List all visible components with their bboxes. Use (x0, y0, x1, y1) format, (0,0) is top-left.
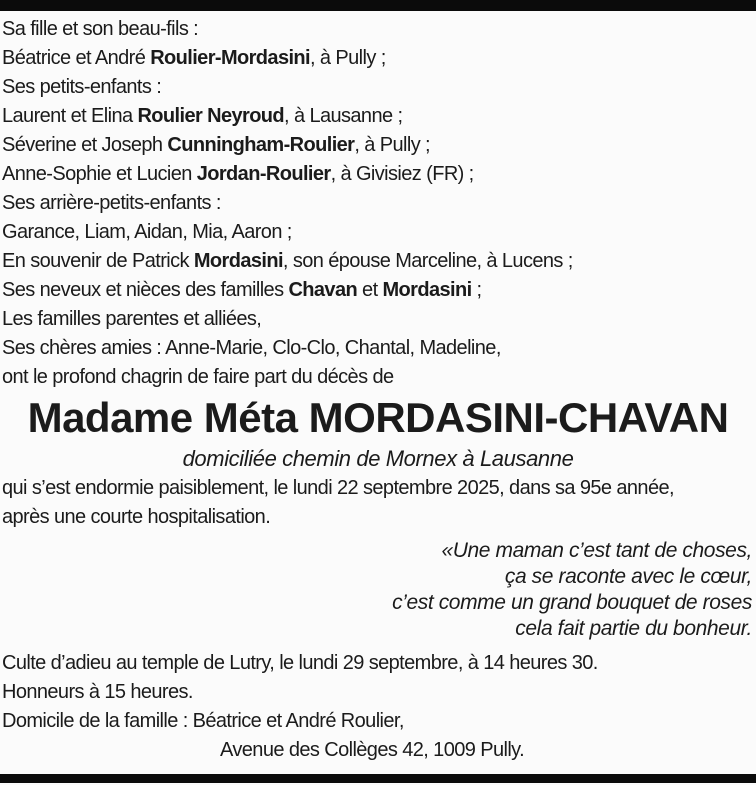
notice-content (2, 15, 754, 765)
family-line: Anne-Sophie et Lucien Jordan-Roulier, à Givisiez (FR) ; (2, 163, 474, 185)
family-line: Séverine et Joseph Cunningham-Roulier, à Pully ; (2, 134, 431, 156)
family-line: Laurent et Elina Roulier Neyroud, à Lausanne ; (2, 105, 403, 127)
family-line: Les familles parentes et alliées, (2, 308, 262, 330)
ceremony-line: Domicile de la famille : Béatrice et André Roulier, (2, 710, 404, 732)
bottom-crop-bar (0, 774, 756, 783)
death-line: après une courte hospitalisation. (2, 506, 271, 528)
ceremony-line: Culte d’adieu au temple de Lutry, le lundi 29 septembre, à 14 heures 30. (2, 652, 598, 674)
quote-line: cela fait partie du bonheur. (515, 617, 752, 640)
ceremony-details (2, 649, 754, 736)
deceased-name-heading: Madame Méta MORDASINI-CHAVAN (27, 394, 729, 441)
residence-line: domiciliée chemin de Mornex à Lausanne (182, 446, 574, 471)
family-line: Béatrice et André Roulier-Mordasini, à Pully ; (2, 47, 386, 69)
death-announcement (2, 474, 754, 532)
death-line: qui s’est endormie paisiblement, le lundi 22 septembre 2025, dans sa 95e année, (2, 477, 674, 499)
family-line: Garance, Liam, Aidan, Mia, Aaron ; (2, 221, 292, 243)
quote-line: c’est comme un grand bouquet de roses (392, 591, 752, 614)
quote-line: ça se raconte avec le cœur, (504, 565, 752, 588)
family-line: Ses arrière-petits-enfants : (2, 192, 221, 214)
family-line: En souvenir de Patrick Mordasini, son épouse Marceline, à Lucens ; (2, 250, 573, 272)
family-address-line: Avenue des Collèges 42, 1009 Pully. (220, 739, 525, 761)
ceremony-line: Honneurs à 15 heures. (2, 681, 193, 703)
family-lines (2, 15, 754, 392)
family-line: Ses chères amies : Anne-Marie, Clo-Clo, Chantal, Madeline, (2, 337, 501, 359)
top-crop-bar (0, 0, 756, 11)
memorial-quote (2, 538, 754, 642)
quote-line: «Une maman c’est tant de choses, (441, 539, 752, 562)
family-line: Ses petits-enfants : (2, 76, 162, 98)
family-line: Sa fille et son beau-fils : (2, 18, 199, 40)
family-line: Ses neveux et nièces des familles Chavan et Mordasini ; (2, 279, 482, 301)
family-line: ont le profond chagrin de faire part du décès de (2, 366, 394, 388)
